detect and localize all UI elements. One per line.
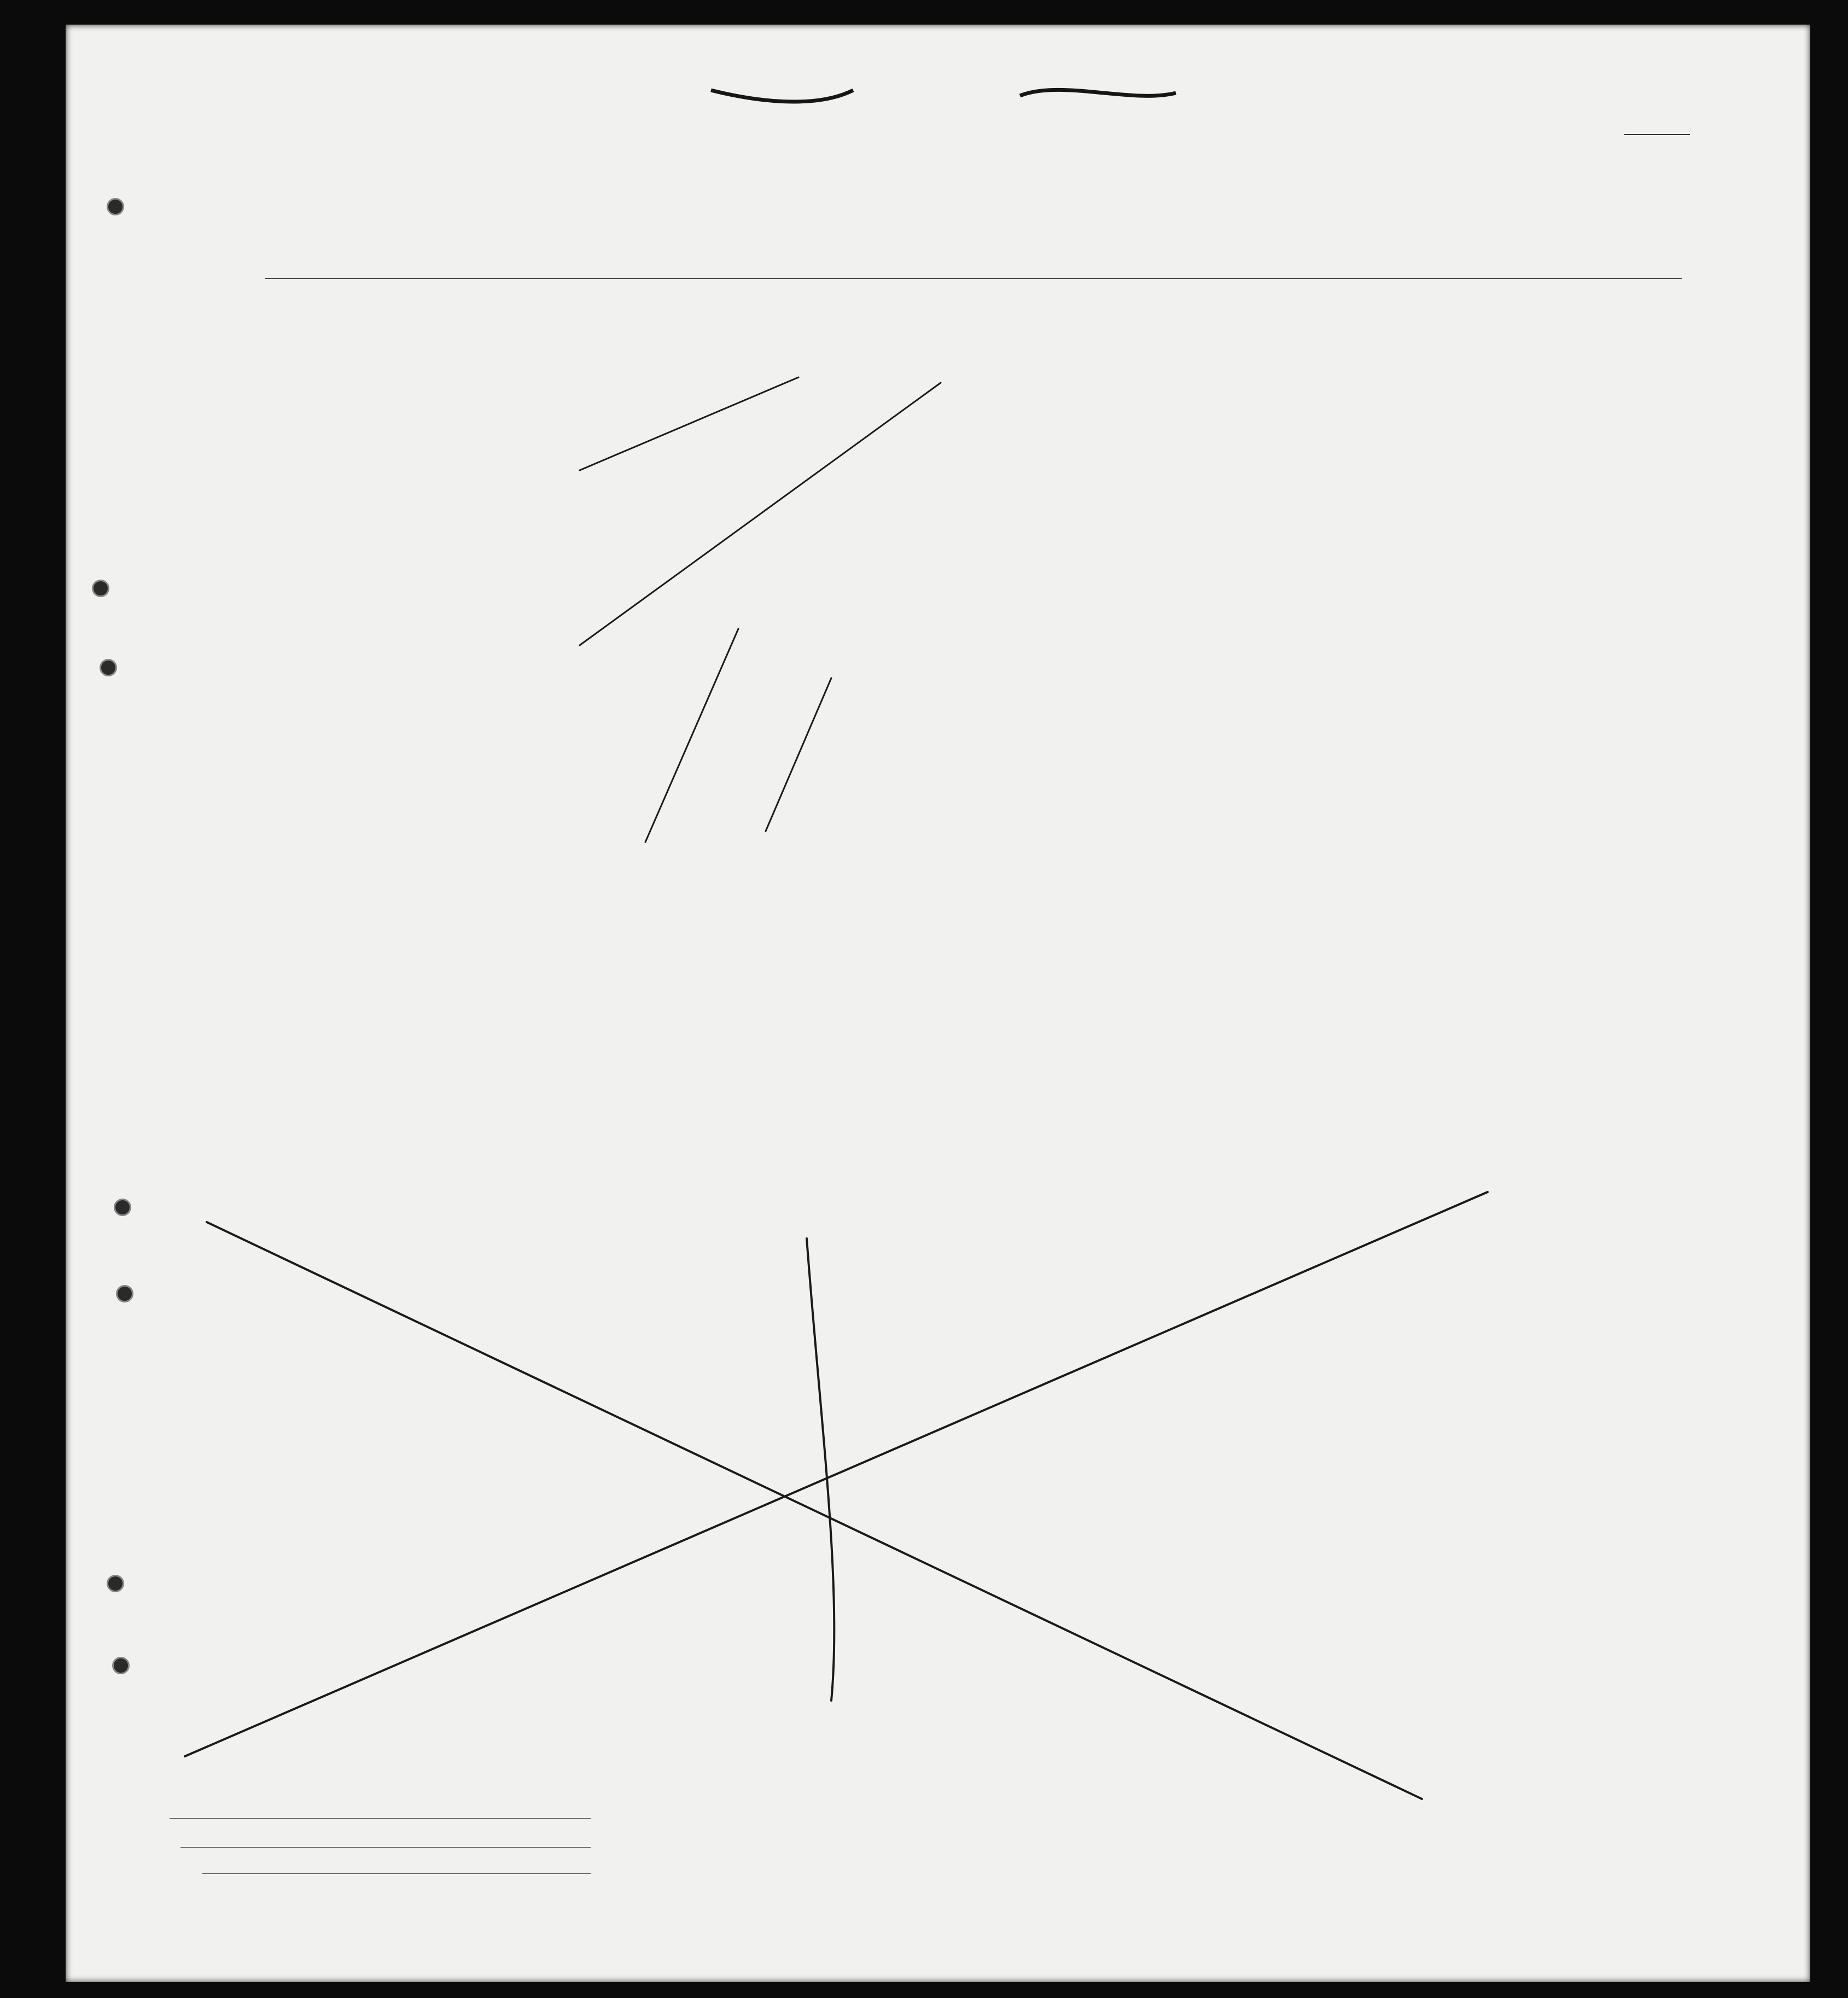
cancel-slash [580, 383, 941, 645]
cancel-cross-line [207, 1222, 1422, 1799]
cancel-slash [766, 678, 831, 831]
footer-line-rule [170, 1818, 591, 1819]
footer-agents-rule [202, 1873, 591, 1874]
cancel-slash [580, 377, 798, 470]
cancel-slash [645, 629, 738, 842]
cancel-vertical-line [807, 1238, 834, 1701]
footer-owners-rule [180, 1847, 591, 1848]
cancel-cross-line [185, 1192, 1488, 1756]
